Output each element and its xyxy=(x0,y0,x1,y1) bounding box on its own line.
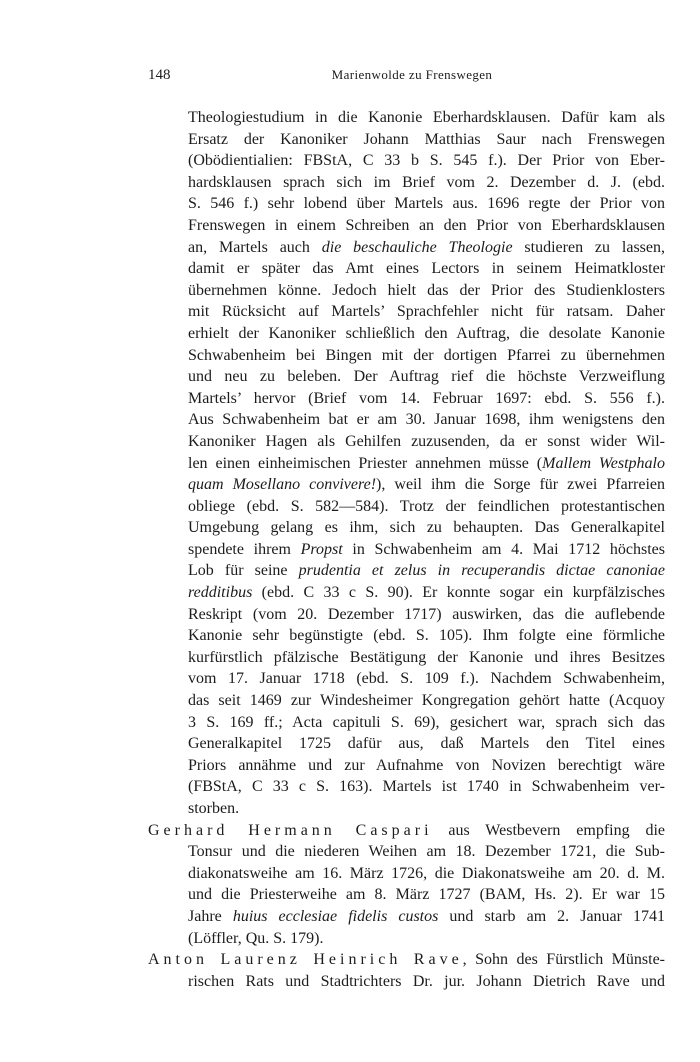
register-entry xyxy=(148,949,665,992)
line-text xyxy=(188,347,665,364)
line-text xyxy=(188,455,665,472)
text-line xyxy=(148,625,665,647)
text-line xyxy=(148,755,665,777)
text-run: Kanonie sehr begünstigte (ebd. S. 105). Ihm folgte eine förmliche xyxy=(188,627,665,645)
line-text xyxy=(188,368,665,385)
entry-name: Anton Laurenz Heinrich Rave xyxy=(148,951,463,969)
text-line xyxy=(148,776,665,798)
italic-text: Mallem Westphalo xyxy=(542,454,666,472)
line-text xyxy=(148,951,665,968)
line-text xyxy=(188,778,665,795)
text-run: Schwabenheim bei Bingen mit der dortigen Pfarrei zu übernehmen xyxy=(188,346,665,364)
text-run: Umgebung gelang es ihm, sich zu behaupten. Das Generalkapitel xyxy=(188,519,665,537)
text-line xyxy=(148,820,665,842)
text-run: mit Rücksicht auf Martels’ Sprachfehler nicht für ratsam. Daher xyxy=(188,303,665,321)
text-run: 3 S. 169 ff.; Acta capituli S. 69), gesichert war, sprach sich das xyxy=(188,713,665,731)
page-number: 148 xyxy=(148,67,171,83)
text-run: und starb am 2. Januar 1741 xyxy=(438,907,666,925)
text-line xyxy=(148,647,665,669)
line-text xyxy=(188,239,665,256)
line-text xyxy=(188,800,239,817)
text-run: (Obödientialien: FBStA, C 33 b S. 545 f.). Der Prior von Eber- xyxy=(188,152,665,170)
text-run: obliege (ebd. S. 582—584). Trotz der feindlichen protestantischen xyxy=(188,497,665,515)
text-line xyxy=(148,107,665,129)
italic-text: redditibus xyxy=(188,584,253,602)
line-text xyxy=(188,174,665,191)
register-entry xyxy=(148,820,665,950)
text-line xyxy=(148,971,665,993)
text-run: Martels’ hervor (Brief vom 14. Februar 1697: ebd. S. 556 f.). xyxy=(188,389,665,407)
text-run: Reskript (vom 20. Dezember 1717) auswirken, das die auflebende xyxy=(188,605,665,623)
line-text xyxy=(188,152,665,169)
text-run: Tonsur und die niederen Weihen am 18. Dezember 1721, die Sub- xyxy=(188,843,665,861)
line-text xyxy=(188,519,665,536)
line-text xyxy=(188,195,665,212)
line-text xyxy=(188,627,665,644)
text-run: damit er später das Amt eines Lectors in seinem Heimatkloster xyxy=(188,260,665,278)
text-run: aus Westbevern empfing die xyxy=(432,821,666,839)
text-line xyxy=(148,668,665,690)
text-line xyxy=(148,496,665,518)
line-text xyxy=(188,282,665,299)
text-run: und die Priesterweihe am 8. März 1727 (BAM, Hs. 2). Er war 15 xyxy=(188,886,665,904)
italic-text: quam Mosellano convivere! xyxy=(188,476,377,494)
text-run: an, Martels auch xyxy=(188,238,322,256)
line-text xyxy=(188,908,665,925)
text-line xyxy=(148,560,665,582)
italic-text: die beschauliche Theologie xyxy=(321,238,513,256)
line-text xyxy=(188,714,665,731)
line-text xyxy=(148,822,665,839)
text-line xyxy=(148,129,665,151)
line-text xyxy=(188,131,665,148)
text-line xyxy=(148,863,665,885)
text-line xyxy=(148,733,665,755)
entry-name: Gerhard Hermann Caspari xyxy=(148,821,433,839)
text-line xyxy=(148,409,665,431)
text-line xyxy=(148,712,665,734)
text-run: ), weil ihm die Sorge für zwei Pfarreien xyxy=(376,476,665,494)
line-text xyxy=(188,109,665,126)
text-run: Aus Schwabenheim bat er am 30. Januar 1698, ihm wenigstens den xyxy=(188,411,665,429)
text-line xyxy=(148,237,665,259)
text-line xyxy=(148,301,665,323)
text-run: Generalkapitel 1725 dafür aus, daß Martels den Titel eines xyxy=(188,735,665,753)
text-run: (FBStA, C 33 c S. 163). Martels ist 1740 in Schwabenheim ver- xyxy=(188,778,665,796)
line-text xyxy=(188,562,665,579)
text-run: in Schwabenheim am 4. Mai 1712 höchstes xyxy=(342,540,666,558)
text-line xyxy=(148,215,665,237)
text-run: erhielt der Kanoniker schließlich den Auftrag, die desolate Kanonie xyxy=(188,324,665,342)
page-header xyxy=(0,65,700,85)
text-line xyxy=(148,258,665,280)
line-text xyxy=(188,541,665,558)
line-text xyxy=(188,606,665,623)
text-run: vom 17. Januar 1718 (ebd. S. 109 f.). Nachdem Schwabenheim, xyxy=(188,670,665,688)
text-run: Frenswegen in einem Schreiben an den Prior von Eberhardsklausen xyxy=(188,216,665,234)
line-text xyxy=(188,325,665,342)
text-run: len einen einheimischen Priester annehmen müsse ( xyxy=(188,454,543,472)
body-text xyxy=(148,107,665,992)
text-line xyxy=(148,172,665,194)
text-run: rischen Rats und Stadtrichters Dr. jur. Johann Dietrich Rave und xyxy=(188,972,665,990)
text-line xyxy=(148,582,665,604)
text-run: Kanoniker Hagen als Gehilfen zuzusenden, da er sonst wider Wil- xyxy=(188,432,665,450)
line-text xyxy=(188,757,665,774)
text-line xyxy=(148,539,665,561)
entry-continuation xyxy=(148,107,665,820)
text-run: hardsklausen sprach sich im Brief vom 2. Dezember d. J. (ebd. xyxy=(188,173,665,191)
text-line xyxy=(148,690,665,712)
running-header: Marienwolde zu Frenswegen xyxy=(331,67,493,82)
line-text xyxy=(188,973,665,990)
text-line xyxy=(148,949,665,971)
text-run: studieren zu lassen, xyxy=(512,238,665,256)
line-text xyxy=(188,692,665,709)
text-line xyxy=(148,453,665,475)
text-line xyxy=(148,798,665,820)
text-run: (ebd. C 33 c S. 90). Er konnte sogar ein kurpfälzisches xyxy=(252,584,665,602)
line-text xyxy=(188,260,665,277)
text-line xyxy=(148,884,665,906)
text-run: kurfürstlich pfälzische Bestätigung der Kanonie und ihres Besitzes xyxy=(188,648,665,666)
text-run: Theologiestudium in die Kanonie Eberhardsklausen. Dafür kam als xyxy=(188,109,665,126)
line-text xyxy=(188,498,665,515)
line-text xyxy=(188,670,665,687)
line-text xyxy=(188,217,665,234)
italic-text: prudentia et zelus in recuperandis dictae canoniae xyxy=(298,562,665,580)
text-line xyxy=(148,280,665,302)
italic-text: Propst xyxy=(300,540,343,558)
text-line xyxy=(148,841,665,863)
text-line xyxy=(148,323,665,345)
text-run: Jahre xyxy=(188,907,233,925)
text-line xyxy=(148,928,665,950)
line-text xyxy=(188,865,665,882)
line-text xyxy=(188,584,665,601)
line-text xyxy=(188,735,665,752)
text-line xyxy=(148,345,665,367)
text-run: spendete ihrem xyxy=(188,540,301,558)
text-run: , Sohn des Fürstlich Münste- xyxy=(462,951,665,969)
line-text xyxy=(188,303,665,320)
line-text xyxy=(188,476,665,493)
line-text xyxy=(188,390,665,407)
text-run: storben. xyxy=(188,800,240,817)
text-run: übernehmen könne. Jedoch hielt das der Prior des Studienklosters xyxy=(188,281,665,299)
text-line xyxy=(148,517,665,539)
text-line xyxy=(148,604,665,626)
text-line xyxy=(148,150,665,172)
line-text xyxy=(188,649,665,666)
text-run: Ersatz der Kanoniker Johann Matthias Saur nach Frenswegen xyxy=(188,130,665,148)
text-run: (Löffler, Qu. S. 179). xyxy=(188,929,324,947)
line-text xyxy=(188,843,665,860)
text-line xyxy=(148,431,665,453)
line-text xyxy=(188,411,665,428)
text-line xyxy=(148,193,665,215)
text-line xyxy=(148,474,665,496)
text-run: das seit 1469 zur Windesheimer Kongregation gehört hatte (Acquoy xyxy=(188,692,665,710)
text-line xyxy=(148,388,665,410)
italic-text: huius ecclesiae fidelis custos xyxy=(232,907,439,925)
text-run: und neu zu beleben. Der Auftrag rief die höchste Verzweiflung xyxy=(188,368,665,386)
line-text xyxy=(188,886,665,903)
line-text xyxy=(188,930,323,947)
text-run: diakonatsweihe am 16. März 1726, die Diakonatsweihe am 20. d. M. xyxy=(188,864,665,882)
text-line xyxy=(148,366,665,388)
text-line xyxy=(148,906,665,928)
line-text xyxy=(188,433,665,450)
text-run: S. 546 f.) sehr lobend über Martels aus. 1696 regte der Prior von xyxy=(188,195,665,213)
text-run: Priors annähme und zur Aufnahme von Novizen berechtigt wäre xyxy=(188,756,665,774)
text-run: Lob für seine xyxy=(188,562,299,580)
